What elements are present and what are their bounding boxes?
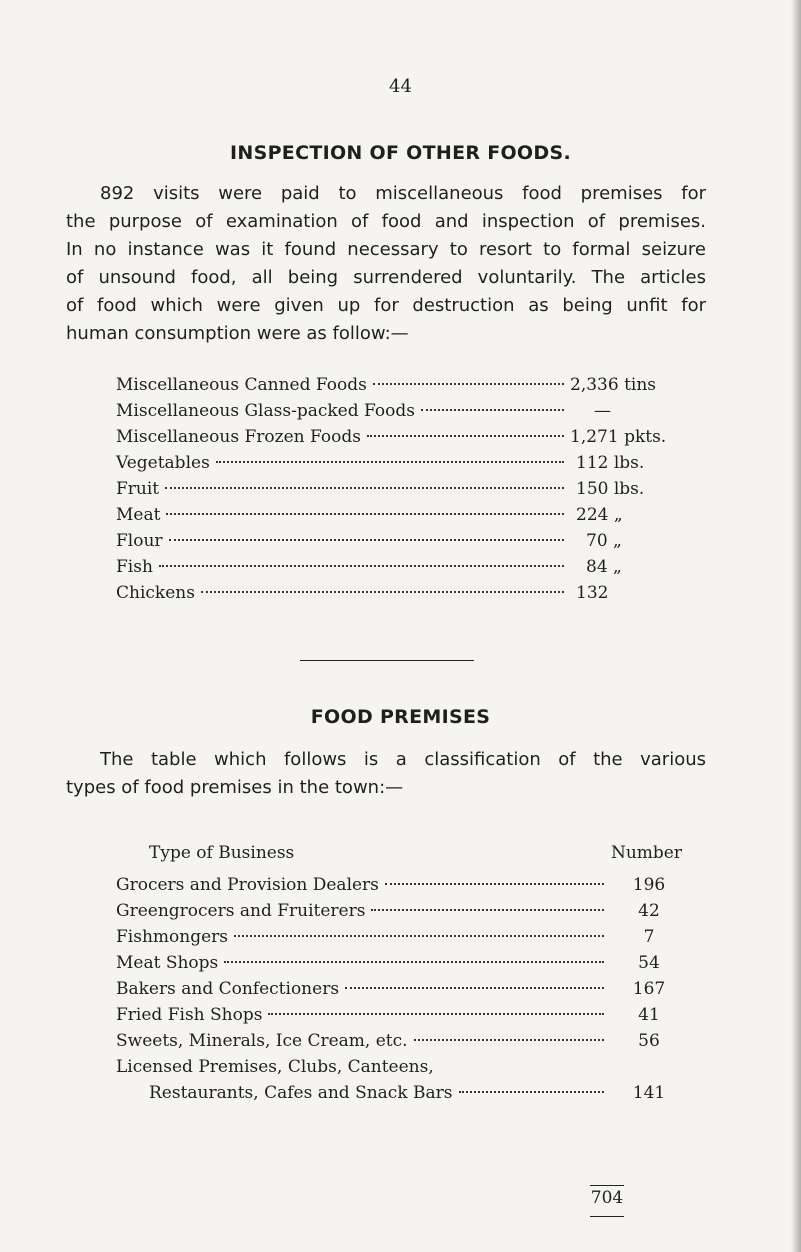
leader-dots: [371, 909, 604, 911]
leader-dots: [268, 1013, 604, 1015]
leader-dots: [159, 565, 564, 567]
table-row: [116, 950, 682, 976]
item-value: 150 lbs.: [576, 479, 645, 499]
table-row: [116, 1002, 682, 1028]
leader-dots: [385, 883, 604, 885]
leader-dots: [216, 461, 564, 463]
leader-dots: [367, 435, 564, 437]
item-label: Flour: [116, 531, 163, 551]
item-value: 112 lbs.: [576, 453, 645, 473]
food-premises-table: [116, 840, 682, 1106]
leader-dots: [166, 513, 564, 515]
list-item: [116, 554, 682, 580]
row-label: Bakers and Confectioners: [116, 979, 340, 999]
leader-dots: [421, 409, 564, 411]
leader-dots: [201, 591, 564, 593]
surrendered-foods-list: [116, 372, 682, 606]
row-value: 141: [632, 1083, 666, 1103]
row-value: 42: [638, 901, 660, 921]
row-value: 196: [632, 875, 666, 895]
paragraph-line: of food which were given up for destruction as being unfit for: [66, 295, 706, 316]
list-item: [116, 372, 682, 398]
item-label: Miscellaneous Glass-packed Foods: [116, 401, 415, 421]
page-edge-shadow: [791, 0, 801, 1252]
total-rule-bottom: [590, 1216, 624, 1217]
column-header-number: Number: [610, 843, 682, 863]
inspection-paragraph: [66, 180, 706, 348]
section-heading-inspection: INSPECTION OF OTHER FOODS.: [230, 142, 571, 164]
row-value: 56: [638, 1031, 660, 1051]
list-item: [116, 398, 682, 424]
row-value: 54: [638, 953, 660, 973]
list-item: [116, 450, 682, 476]
row-label: Grocers and Provision Dealers: [116, 875, 379, 895]
paragraph-line: the purpose of examination of food and inspection of premises.: [66, 211, 706, 232]
row-label: Fishmongers: [116, 927, 229, 947]
item-label: Miscellaneous Canned Foods: [116, 375, 367, 395]
row-label: Restaurants, Cafes and Snack Bars: [149, 1083, 453, 1103]
table-header: [116, 840, 682, 872]
row-label: Meat Shops: [116, 953, 219, 973]
list-item: [116, 528, 682, 554]
row-label: Greengrocers and Fruiterers: [116, 901, 366, 921]
list-item: [116, 476, 682, 502]
leader-dots: [169, 539, 564, 541]
item-value: 2,336 tins: [570, 375, 657, 395]
paragraph-line: types of food premises in the town:—: [66, 777, 404, 798]
column-header-type: Type of Business: [149, 843, 295, 863]
row-label: Sweets, Minerals, Ice Cream, etc.: [116, 1031, 408, 1051]
leader-dots: [414, 1039, 604, 1041]
table-row: [116, 976, 682, 1002]
total-rule-top: [590, 1185, 624, 1186]
leader-dots: [459, 1091, 604, 1093]
item-label: Chickens: [116, 583, 195, 603]
item-value: 84 „: [586, 557, 622, 577]
item-label: Miscellaneous Frozen Foods: [116, 427, 361, 447]
section-heading-food-premises: FOOD PREMISES: [310, 706, 491, 728]
list-item: [116, 424, 682, 450]
page-number: 44: [389, 76, 412, 97]
table-row: [116, 924, 682, 950]
row-label: Fried Fish Shops: [116, 1005, 263, 1025]
leader-dots: [234, 935, 604, 937]
row-value: 41: [638, 1005, 660, 1025]
leader-dots: [345, 987, 604, 989]
list-item: [116, 502, 682, 528]
row-value: 167: [632, 979, 666, 999]
table-row: [116, 872, 682, 898]
row-value: 7: [643, 927, 655, 947]
section-divider: [300, 660, 474, 661]
item-label: Vegetables: [116, 453, 210, 473]
table-row: [116, 1054, 682, 1080]
paragraph-line: The table which follows is a classification of the various: [100, 749, 706, 770]
paragraph-line: of unsound food, all being surrendered voluntarily. The articles: [66, 267, 706, 288]
table-row: [116, 1028, 682, 1054]
paragraph-line: human consumption were as follow:—: [66, 323, 409, 344]
leader-dots: [165, 487, 564, 489]
total-value: 704: [590, 1188, 624, 1208]
item-value: 70 „: [586, 531, 622, 551]
item-value: 132: [576, 583, 609, 603]
item-value: 1,271 pkts.: [570, 427, 667, 447]
paragraph-line: In no instance was it found necessary to resort to formal seizure: [66, 239, 706, 260]
paragraph-line: 892 visits were paid to miscellaneous food premises for: [100, 183, 706, 204]
row-label: Licensed Premises, Clubs, Canteens,: [116, 1057, 434, 1077]
food-premises-paragraph: [66, 746, 706, 802]
item-label: Fruit: [116, 479, 160, 499]
table-row: [116, 898, 682, 924]
leader-dots: [373, 383, 564, 385]
item-label: Fish: [116, 557, 153, 577]
item-label: Meat: [116, 505, 161, 525]
item-value: —: [594, 401, 611, 421]
leader-dots: [224, 961, 604, 963]
list-item: [116, 580, 682, 606]
table-row: [116, 1080, 682, 1106]
item-value: 224 „: [576, 505, 623, 525]
